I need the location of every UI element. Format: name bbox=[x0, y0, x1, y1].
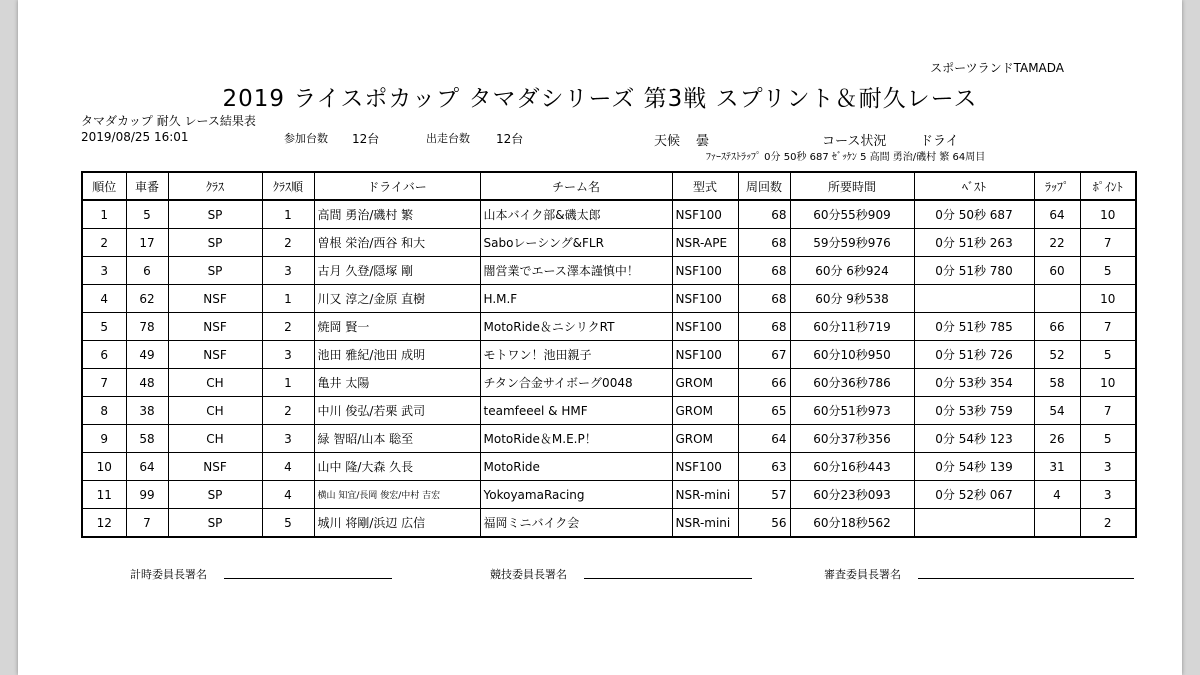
cell-driver: 曽根 栄治/西谷 和大 bbox=[314, 229, 480, 257]
cell-position: 3 bbox=[82, 257, 126, 285]
cell-points: 10 bbox=[1080, 285, 1136, 313]
col-header-class-position: ｸﾗｽ順 bbox=[262, 172, 314, 200]
table-row bbox=[82, 397, 1136, 425]
table-row bbox=[82, 285, 1136, 313]
cell-car-number: 6 bbox=[126, 257, 168, 285]
inspector-signature-label: 審査委員長署名 bbox=[824, 568, 901, 581]
cell-model: NSF100 bbox=[672, 200, 738, 229]
cell-class: NSF bbox=[168, 341, 262, 369]
table-row bbox=[82, 341, 1136, 369]
cell-total-time: 60分23秒093 bbox=[790, 481, 914, 509]
inspector-signature-line bbox=[918, 578, 1134, 579]
cell-laps: 68 bbox=[738, 313, 790, 341]
cell-total-time: 60分 9秒538 bbox=[790, 285, 914, 313]
course-condition-label: コース状況 bbox=[822, 134, 887, 149]
table-row bbox=[82, 509, 1136, 538]
cell-class: CH bbox=[168, 425, 262, 453]
steward-signature-label: 競技委員長署名 bbox=[490, 568, 567, 581]
cell-class: CH bbox=[168, 397, 262, 425]
cell-class-position: 2 bbox=[262, 397, 314, 425]
cell-best-lap: 0分 51秒 785 bbox=[914, 313, 1034, 341]
cell-laps: 68 bbox=[738, 257, 790, 285]
cell-driver: 城川 将剛/浜辺 広信 bbox=[314, 509, 480, 538]
cell-team: モトワン！池田親子 bbox=[480, 341, 672, 369]
table-row bbox=[82, 229, 1136, 257]
cell-model: GROM bbox=[672, 425, 738, 453]
cell-best-lap-number bbox=[1034, 285, 1080, 313]
cell-class-position: 5 bbox=[262, 509, 314, 538]
cell-laps: 57 bbox=[738, 481, 790, 509]
cell-total-time: 60分51秒973 bbox=[790, 397, 914, 425]
table-row bbox=[82, 257, 1136, 285]
cell-class: SP bbox=[168, 200, 262, 229]
cell-team: 福岡ミニバイク会 bbox=[480, 509, 672, 538]
cell-team: Saboレーシング&FLR bbox=[480, 229, 672, 257]
cell-best-lap-number: 64 bbox=[1034, 200, 1080, 229]
cell-points: 5 bbox=[1080, 257, 1136, 285]
cell-points: 3 bbox=[1080, 481, 1136, 509]
cell-class-position: 3 bbox=[262, 341, 314, 369]
cell-car-number: 49 bbox=[126, 341, 168, 369]
cell-best-lap-number: 22 bbox=[1034, 229, 1080, 257]
timekeeper-signature-line bbox=[224, 578, 392, 579]
cell-best-lap-number: 54 bbox=[1034, 397, 1080, 425]
cell-model: GROM bbox=[672, 369, 738, 397]
weather-value: 曇 bbox=[696, 134, 710, 149]
cell-model: NSF100 bbox=[672, 453, 738, 481]
cell-best-lap-number: 66 bbox=[1034, 313, 1080, 341]
cell-driver: 緑 智昭/山本 聡至 bbox=[314, 425, 480, 453]
cell-model: NSF100 bbox=[672, 285, 738, 313]
cell-model: NSF100 bbox=[672, 313, 738, 341]
cell-driver: 川又 淳之/金原 直樹 bbox=[314, 285, 480, 313]
cell-position: 11 bbox=[82, 481, 126, 509]
col-header-driver: ドライバー bbox=[314, 172, 480, 200]
cell-team: 闇営業でエース澤本謹慎中！ bbox=[480, 257, 672, 285]
cell-position: 10 bbox=[82, 453, 126, 481]
cell-points: 7 bbox=[1080, 397, 1136, 425]
course-condition-value: ドライ bbox=[920, 134, 959, 149]
cell-team: MotoRide＆M.E.P！ bbox=[480, 425, 672, 453]
page-subtitle: タマダカップ 耐久 レース結果表 bbox=[81, 114, 256, 128]
cell-car-number: 58 bbox=[126, 425, 168, 453]
cell-total-time: 60分37秒356 bbox=[790, 425, 914, 453]
cell-class-position: 4 bbox=[262, 481, 314, 509]
cell-class-position: 3 bbox=[262, 257, 314, 285]
page-title: 2019 ライスポカップ タマダシリーズ 第3戦 スプリント＆耐久レース bbox=[222, 86, 978, 112]
cell-position: 9 bbox=[82, 425, 126, 453]
col-header-best: ﾍﾞｽﾄ bbox=[914, 172, 1034, 200]
cell-position: 7 bbox=[82, 369, 126, 397]
table-row bbox=[82, 313, 1136, 341]
cell-team: MotoRide＆ニシリクRT bbox=[480, 313, 672, 341]
timekeeper-signature-label: 計時委員長署名 bbox=[130, 568, 207, 581]
cell-driver: 亀井 太陽 bbox=[314, 369, 480, 397]
col-header-class: ｸﾗｽ bbox=[168, 172, 262, 200]
cell-car-number: 62 bbox=[126, 285, 168, 313]
cell-car-number: 99 bbox=[126, 481, 168, 509]
cell-car-number: 5 bbox=[126, 200, 168, 229]
table-header-row bbox=[82, 172, 1136, 200]
cell-team: teamfeeel & HMF bbox=[480, 397, 672, 425]
cell-class: NSF bbox=[168, 285, 262, 313]
cell-driver: 山中 隆/大森 久長 bbox=[314, 453, 480, 481]
cell-car-number: 64 bbox=[126, 453, 168, 481]
cell-position: 6 bbox=[82, 341, 126, 369]
cell-class-position: 1 bbox=[262, 200, 314, 229]
cell-total-time: 59分59秒976 bbox=[790, 229, 914, 257]
cell-points: 2 bbox=[1080, 509, 1136, 538]
cell-team: 山本バイク部&磯太郎 bbox=[480, 200, 672, 229]
cell-position: 5 bbox=[82, 313, 126, 341]
entries-value: 12台 bbox=[352, 132, 380, 146]
cell-car-number: 38 bbox=[126, 397, 168, 425]
cell-model: NSF100 bbox=[672, 341, 738, 369]
cell-driver: 焼岡 賢一 bbox=[314, 313, 480, 341]
cell-team: YokoyamaRacing bbox=[480, 481, 672, 509]
cell-model: NSR-APE bbox=[672, 229, 738, 257]
cell-team: MotoRide bbox=[480, 453, 672, 481]
cell-class: NSF bbox=[168, 313, 262, 341]
cell-best-lap-number: 4 bbox=[1034, 481, 1080, 509]
cell-points: 7 bbox=[1080, 229, 1136, 257]
cell-points: 10 bbox=[1080, 200, 1136, 229]
cell-class: SP bbox=[168, 229, 262, 257]
cell-model: GROM bbox=[672, 397, 738, 425]
cell-laps: 63 bbox=[738, 453, 790, 481]
table-row bbox=[82, 425, 1136, 453]
col-header-laps: 周回数 bbox=[738, 172, 790, 200]
table-row bbox=[82, 453, 1136, 481]
cell-total-time: 60分10秒950 bbox=[790, 341, 914, 369]
cell-position: 8 bbox=[82, 397, 126, 425]
cell-total-time: 60分11秒719 bbox=[790, 313, 914, 341]
cell-class: SP bbox=[168, 509, 262, 538]
cell-best-lap bbox=[914, 509, 1034, 538]
cell-class: SP bbox=[168, 481, 262, 509]
cell-car-number: 78 bbox=[126, 313, 168, 341]
cell-best-lap: 0分 51秒 726 bbox=[914, 341, 1034, 369]
cell-laps: 64 bbox=[738, 425, 790, 453]
cell-best-lap: 0分 51秒 780 bbox=[914, 257, 1034, 285]
col-header-position: 順位 bbox=[82, 172, 126, 200]
cell-best-lap-number bbox=[1034, 509, 1080, 538]
col-header-lap: ﾗｯﾌﾟ bbox=[1034, 172, 1080, 200]
cell-laps: 68 bbox=[738, 229, 790, 257]
cell-best-lap: 0分 53秒 354 bbox=[914, 369, 1034, 397]
cell-model: NSF100 bbox=[672, 257, 738, 285]
cell-best-lap: 0分 50秒 687 bbox=[914, 200, 1034, 229]
cell-class-position: 2 bbox=[262, 229, 314, 257]
cell-class-position: 3 bbox=[262, 425, 314, 453]
cell-position: 2 bbox=[82, 229, 126, 257]
cell-best-lap-number: 58 bbox=[1034, 369, 1080, 397]
cell-class-position: 1 bbox=[262, 369, 314, 397]
cell-team: チタン合金サイボーグ0048 bbox=[480, 369, 672, 397]
cell-position: 12 bbox=[82, 509, 126, 538]
cell-total-time: 60分16秒443 bbox=[790, 453, 914, 481]
col-header-total-time: 所要時間 bbox=[790, 172, 914, 200]
cell-car-number: 48 bbox=[126, 369, 168, 397]
weather-label: 天候 bbox=[654, 134, 681, 149]
organizer-name: スポーツランドTAMADA bbox=[930, 61, 1064, 75]
starters-value: 12台 bbox=[496, 132, 524, 146]
col-header-car-number: 車番 bbox=[126, 172, 168, 200]
cell-driver: 中川 俊弘/若栗 武司 bbox=[314, 397, 480, 425]
cell-points: 5 bbox=[1080, 425, 1136, 453]
cell-best-lap: 0分 54秒 123 bbox=[914, 425, 1034, 453]
cell-class-position: 2 bbox=[262, 313, 314, 341]
cell-laps: 68 bbox=[738, 200, 790, 229]
col-header-model: 型式 bbox=[672, 172, 738, 200]
table-row bbox=[82, 369, 1136, 397]
cell-best-lap-number: 26 bbox=[1034, 425, 1080, 453]
cell-best-lap bbox=[914, 285, 1034, 313]
cell-driver: 高間 勇治/磯村 繁 bbox=[314, 200, 480, 229]
cell-best-lap: 0分 53秒 759 bbox=[914, 397, 1034, 425]
entries-label: 参加台数 bbox=[284, 132, 328, 145]
cell-best-lap-number: 31 bbox=[1034, 453, 1080, 481]
cell-laps: 67 bbox=[738, 341, 790, 369]
cell-laps: 66 bbox=[738, 369, 790, 397]
cell-points: 10 bbox=[1080, 369, 1136, 397]
cell-driver: 横山 知宜/長岡 俊宏/中村 吉宏 bbox=[314, 481, 480, 509]
cell-points: 5 bbox=[1080, 341, 1136, 369]
cell-laps: 65 bbox=[738, 397, 790, 425]
cell-best-lap-number: 60 bbox=[1034, 257, 1080, 285]
cell-class-position: 4 bbox=[262, 453, 314, 481]
cell-position: 1 bbox=[82, 200, 126, 229]
report-datetime: 2019/08/25 16:01 bbox=[81, 130, 189, 144]
cell-best-lap: 0分 54秒 139 bbox=[914, 453, 1034, 481]
cell-class: SP bbox=[168, 257, 262, 285]
cell-class: NSF bbox=[168, 453, 262, 481]
cell-best-lap: 0分 52秒 067 bbox=[914, 481, 1034, 509]
cell-model: NSR-mini bbox=[672, 509, 738, 538]
cell-best-lap: 0分 51秒 263 bbox=[914, 229, 1034, 257]
col-header-points: ﾎﾟｲﾝﾄ bbox=[1080, 172, 1136, 200]
cell-laps: 68 bbox=[738, 285, 790, 313]
col-header-team: チーム名 bbox=[480, 172, 672, 200]
cell-total-time: 60分 6秒924 bbox=[790, 257, 914, 285]
table-row bbox=[82, 200, 1136, 229]
cell-driver: 池田 雅紀/池田 成明 bbox=[314, 341, 480, 369]
cell-car-number: 17 bbox=[126, 229, 168, 257]
steward-signature-line bbox=[584, 578, 752, 579]
cell-position: 4 bbox=[82, 285, 126, 313]
cell-total-time: 60分55秒909 bbox=[790, 200, 914, 229]
starters-label: 出走台数 bbox=[426, 132, 470, 145]
cell-team: H.M.F bbox=[480, 285, 672, 313]
cell-driver: 古月 久登/隠塚 剛 bbox=[314, 257, 480, 285]
cell-laps: 56 bbox=[738, 509, 790, 538]
fastest-lap-info: ﾌｧｰｽﾃｽﾄﾗｯﾌﾟ 0分 50秒 687 ｾﾞｯｹﾝ 5 高間 勇治/磯村 繁 64周目 bbox=[706, 152, 986, 163]
cell-best-lap-number: 52 bbox=[1034, 341, 1080, 369]
cell-total-time: 60分18秒562 bbox=[790, 509, 914, 538]
cell-total-time: 60分36秒786 bbox=[790, 369, 914, 397]
cell-points: 7 bbox=[1080, 313, 1136, 341]
cell-class: CH bbox=[168, 369, 262, 397]
table-row bbox=[82, 481, 1136, 509]
results-table bbox=[81, 171, 1137, 538]
result-sheet bbox=[18, 0, 1182, 675]
cell-model: NSR-mini bbox=[672, 481, 738, 509]
cell-car-number: 7 bbox=[126, 509, 168, 538]
cell-points: 3 bbox=[1080, 453, 1136, 481]
cell-class-position: 1 bbox=[262, 285, 314, 313]
